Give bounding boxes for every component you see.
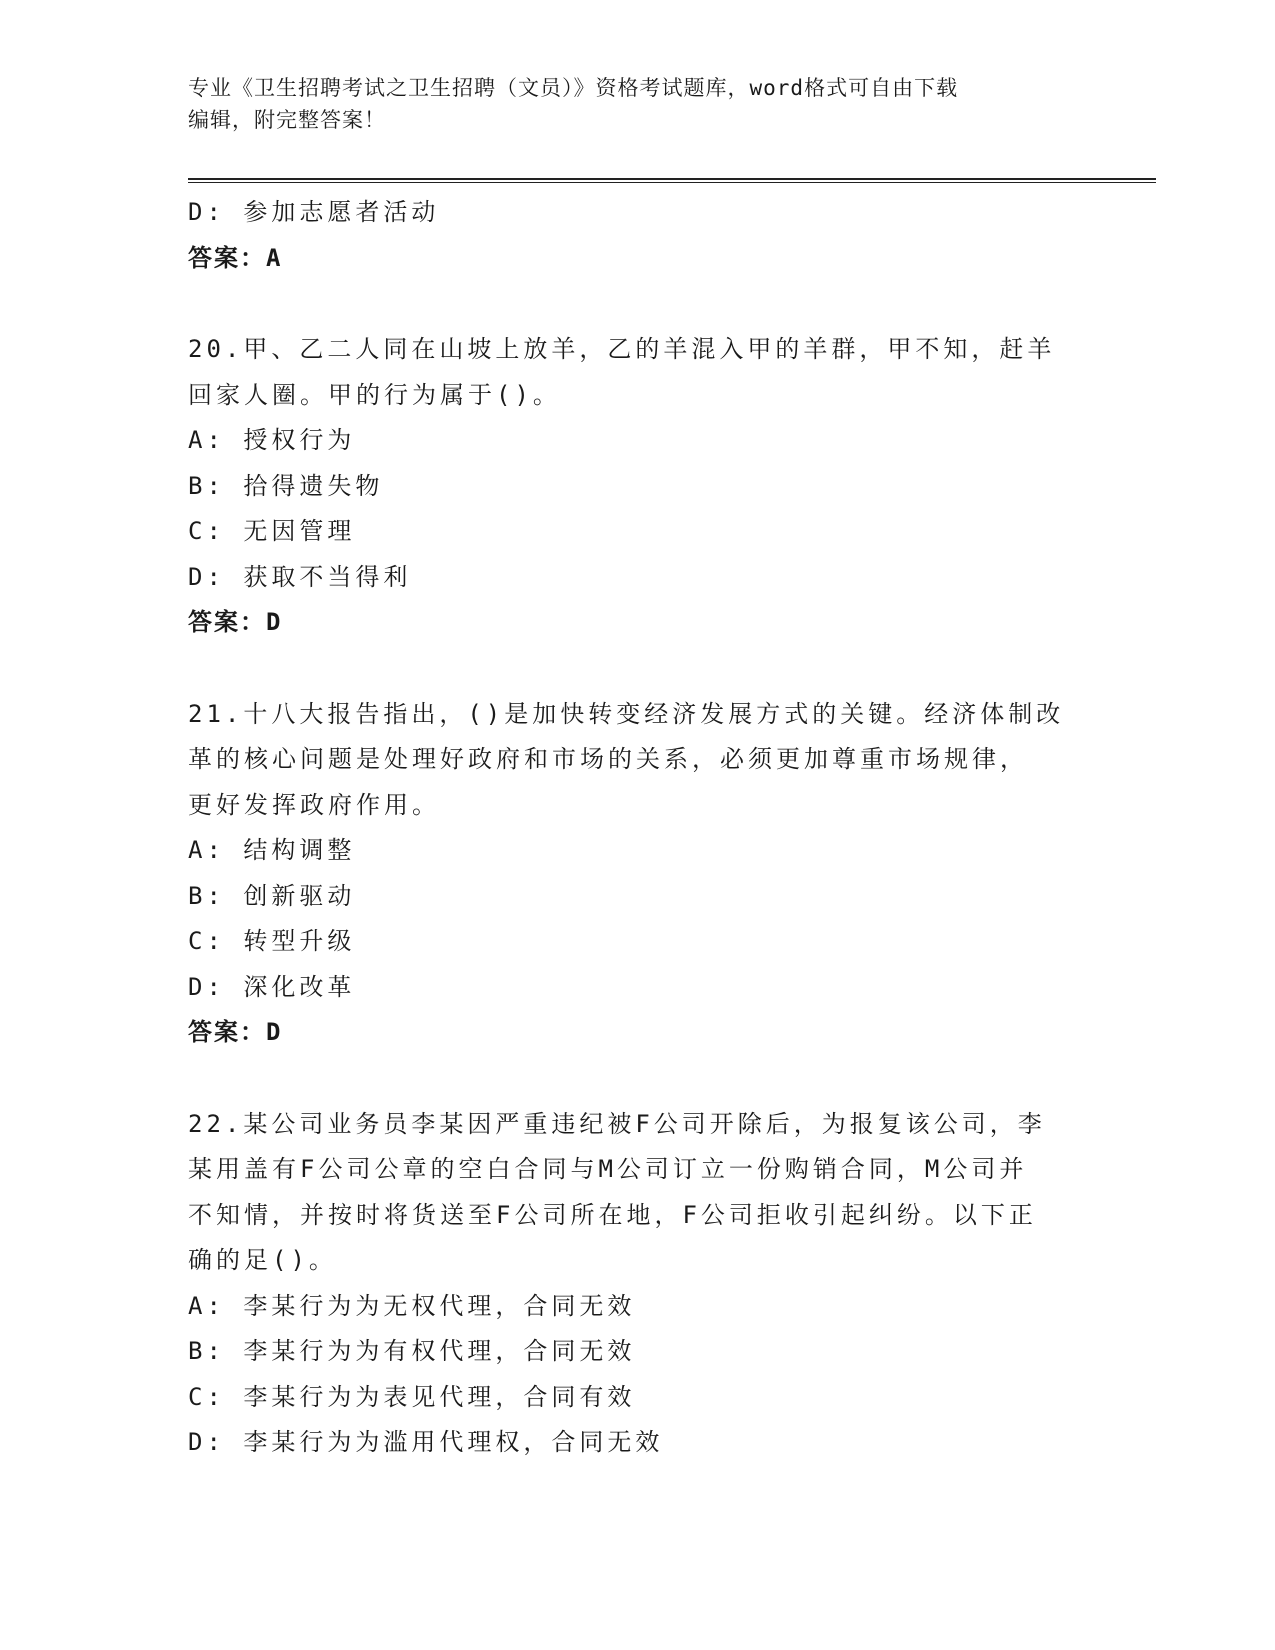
question-21	[188, 692, 1088, 1056]
option-c: C: 李某行为为表见代理，合同有效	[188, 1382, 636, 1411]
question-stem-line: 确的足()。	[188, 1246, 337, 1274]
question-20	[188, 327, 1088, 646]
option-d: D: 参加志愿者活动	[188, 198, 440, 226]
question-stem-line: 更好发挥政府作用。	[188, 790, 440, 819]
question-stem-line: 革的核心问题是处理好政府和市场的关系，必须更加尊重市场规律，	[188, 745, 1028, 773]
header-line-1: 专业《卫生招聘考试之卫生招聘（文员）》资格考试题库，word格式可自由下载	[188, 76, 959, 100]
option-b: B: 拾得遗失物	[188, 471, 384, 500]
header-divider	[188, 178, 1156, 183]
question-list	[188, 190, 1088, 1466]
question-22	[188, 1102, 1088, 1466]
question-stem-line: 20.甲、乙二人同在山坡上放羊，乙的羊混入甲的羊群，甲不知，赶羊	[188, 335, 1056, 363]
option-d: D: 李某行为为滥用代理权，合同无效	[188, 1428, 664, 1456]
spacer	[188, 281, 1088, 327]
option-d: D: 深化改革	[188, 972, 356, 1001]
spacer	[188, 1056, 1088, 1102]
option-c: C: 无因管理	[188, 517, 356, 545]
question-stem-line: 21.十八大报告指出，()是加快转变经济发展方式的关键。经济体制改	[188, 699, 1065, 728]
spacer	[188, 646, 1088, 692]
document-header	[188, 72, 1088, 136]
question-stem-line: 回家人圈。甲的行为属于()。	[188, 380, 561, 409]
question-stem-line: 某用盖有F公司公章的空白合同与M公司订立一份购销合同，M公司并	[188, 1155, 1028, 1183]
question-stem-line: 不知情，并按时将货送至F公司所在地，F公司拒收引起纠纷。以下正	[188, 1200, 1037, 1229]
option-a: A: 授权行为	[188, 426, 356, 454]
question-stem-line: 22.某公司业务员李某因严重违纪被F公司开除后，为报复该公司，李	[188, 1109, 1046, 1138]
option-d: D: 获取不当得利	[188, 562, 412, 591]
option-a: A: 李某行为为无权代理，合同无效	[188, 1291, 636, 1320]
header-line-2: 编辑，附完整答案！	[188, 108, 386, 132]
option-c: C: 转型升级	[188, 927, 356, 955]
option-b: B: 创新驱动	[188, 881, 356, 910]
option-a: A: 结构调整	[188, 836, 356, 864]
question-19-tail	[188, 190, 1088, 281]
answer: 答案：D	[188, 608, 283, 636]
answer: 答案：D	[188, 1018, 283, 1046]
answer: 答案：A	[188, 243, 283, 272]
option-b: B: 李某行为为有权代理，合同无效	[188, 1337, 636, 1365]
